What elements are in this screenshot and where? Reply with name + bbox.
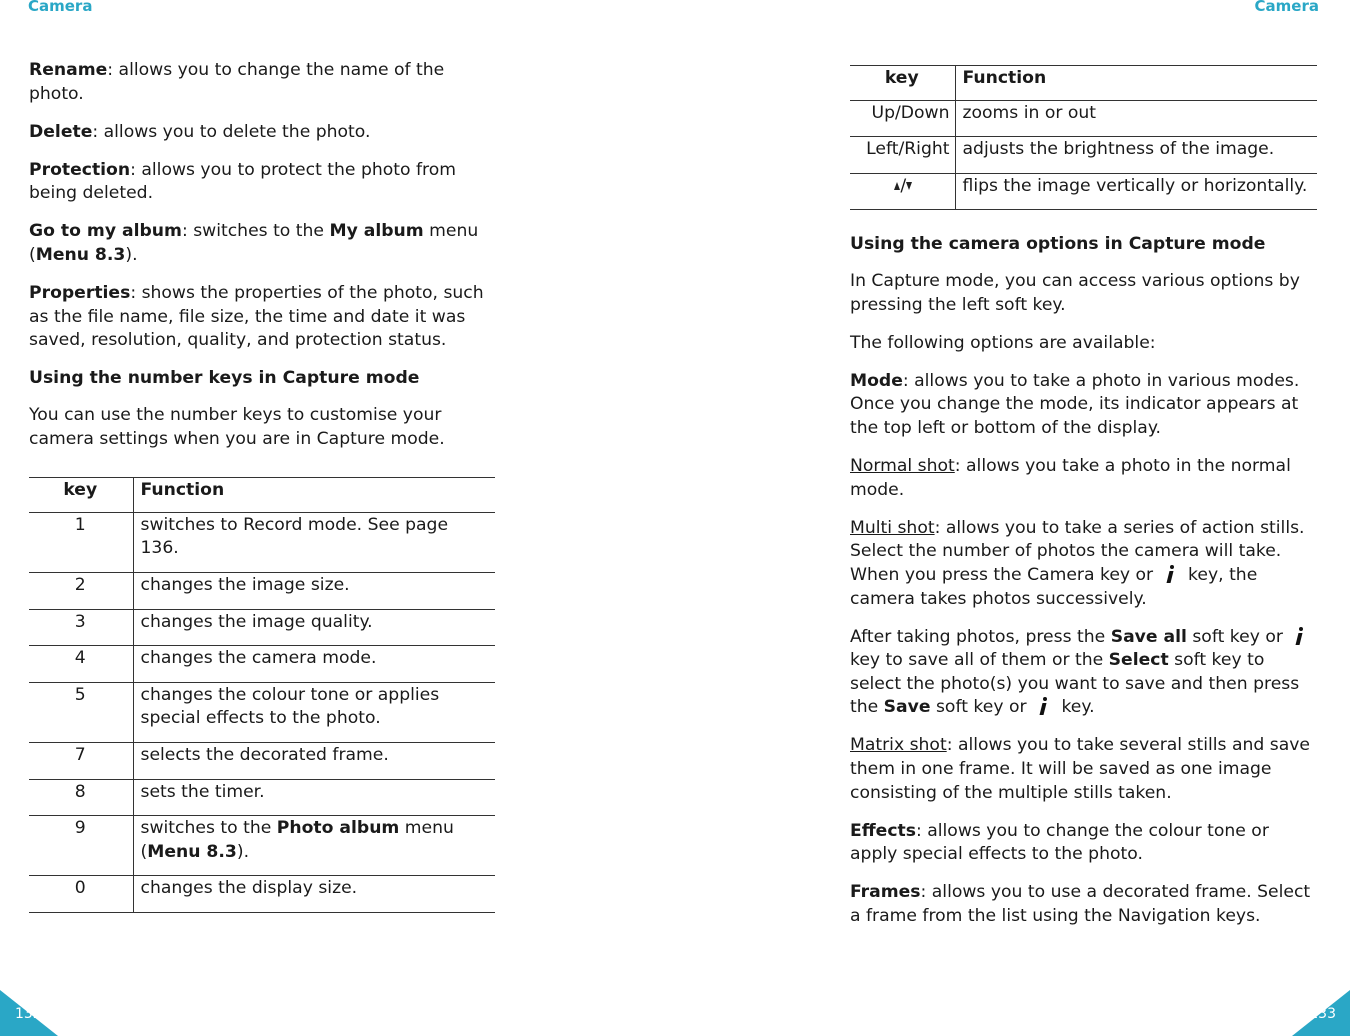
after-text3: key to save all of them or the — [850, 650, 1109, 671]
header-left: Camera — [28, 0, 93, 15]
table-header-row — [850, 66, 1317, 101]
multi-shot-paragraph — [850, 517, 1317, 611]
goto-bold2: Menu 8.3 — [35, 245, 126, 266]
number-keys-intro: You can use the number keys to customise your camera settings when you are in Capture mode. — [29, 405, 445, 449]
row-function: sets the timer. — [133, 779, 495, 816]
row-key: 9 — [29, 816, 133, 876]
row-function: changes the image size. — [133, 573, 495, 610]
row-function-bold2: Menu 8.3 — [147, 841, 237, 862]
row-function: changes the colour tone or applies special effects to the photo. — [133, 682, 495, 742]
table-row — [850, 137, 1317, 174]
right-page — [850, 65, 1317, 943]
row-function-pre: switches to the — [140, 818, 277, 839]
row-function: selects the decorated frame. — [133, 742, 495, 779]
row-key: 2 — [29, 573, 133, 610]
row-function: changes the camera mode. — [133, 646, 495, 683]
after-text1: After taking photos, press the — [850, 626, 1111, 647]
rename-term: Rename — [29, 60, 108, 80]
effects-text: : allows you to change the colour tone or apply special effects to the photo. — [850, 820, 1269, 865]
col-key-header: key — [850, 66, 955, 101]
table-row — [29, 646, 495, 683]
table-row — [29, 816, 495, 876]
key-separator: / — [900, 175, 907, 196]
normal-shot-paragraph — [850, 455, 1317, 502]
table-header-row — [29, 478, 495, 513]
row-key: 1 — [29, 512, 133, 572]
camera-options-heading: Using the camera options in Capture mode — [850, 234, 1266, 255]
delete-text: : allows you to delete the photo. — [92, 121, 371, 142]
frames-text: : allows you to use a decorated frame. Select a frame from the list using the Navigation keys. — [850, 882, 1311, 927]
after-text5: soft key or — [930, 697, 1032, 718]
left-page — [29, 59, 495, 913]
properties-term: Properties — [29, 283, 131, 304]
row-key: Up/Down — [850, 100, 955, 137]
number-keys-heading: Using the number keys in Capture mode — [29, 368, 420, 389]
row-function-post: ). — [236, 841, 250, 862]
protection-term: Protection — [29, 159, 131, 180]
table-row — [29, 573, 495, 610]
after-text2: soft key or — [1186, 626, 1289, 647]
save-all-label: Save all — [1110, 626, 1187, 647]
row-key: 3 — [29, 609, 133, 646]
row-function: adjusts the brightness of the image. — [955, 137, 1317, 174]
col-function-header: Function — [133, 478, 495, 513]
table-row — [29, 779, 495, 816]
table-row — [29, 682, 495, 742]
row-key: 5 — [29, 682, 133, 742]
row-function-mid: menu ( — [140, 818, 454, 862]
menu-key-icon — [1291, 626, 1309, 646]
table-row — [29, 742, 495, 779]
col-key-header: key — [29, 478, 133, 513]
table-row — [850, 173, 1317, 210]
goto-bold1: My album — [329, 221, 424, 242]
table-row — [29, 512, 495, 572]
mode-term: Mode — [850, 370, 903, 391]
multi-shot-text2: key, the camera takes photos successively. — [850, 564, 1258, 609]
properties-text: : shows the properties of the photo, such as the file name, file size, the time and date it was saved, resolution, quality, and protection status. — [29, 283, 484, 351]
header-right: Camera — [1254, 0, 1319, 15]
matrix-shot-term: Matrix shot — [850, 735, 947, 756]
multi-shot-term: Multi shot — [850, 517, 935, 538]
row-function: switches to Record mode. See page 136. — [133, 512, 495, 572]
row-key: 8 — [29, 779, 133, 816]
goto-text2: menu ( — [29, 221, 479, 266]
number-keys-table — [29, 477, 495, 913]
mode-text: : allows you to take a photo in various modes. Once you change the mode, its indicator appears at the top left or bottom of the display. — [850, 370, 1300, 438]
matrix-shot-text: : allows you to take several stills and save them in one frame. It will be saved as one image consisting of the multiple stills taken. — [850, 735, 1311, 803]
frames-paragraph — [850, 881, 1317, 928]
row-key: 4 — [29, 646, 133, 683]
select-label: Select — [1108, 650, 1169, 671]
frames-term: Frames — [850, 882, 921, 903]
row-function — [133, 816, 495, 876]
row-function: changes the image quality. — [133, 609, 495, 646]
after-text4: soft key to select the photo(s) you want to save and then press the — [850, 650, 1300, 718]
camera-options-intro: In Capture mode, you can access various options by pressing the left soft key. — [850, 270, 1300, 315]
effects-paragraph — [850, 820, 1317, 867]
row-function-bold1: Photo album — [276, 818, 400, 839]
matrix-shot-paragraph — [850, 734, 1317, 805]
after-text6: key. — [1056, 697, 1095, 718]
rename-text: : allows you to change the name of the photo. — [29, 60, 445, 104]
multi-shot-text1: : allows you to take a series of action stills. Select the number of photos the camera will take. When you press the Camera key or — [850, 517, 1305, 585]
goto-text1: : switches to the — [181, 221, 330, 242]
down-arrow-icon — [906, 182, 912, 190]
menu-key-icon — [1162, 564, 1180, 584]
normal-shot-term: Normal shot — [850, 456, 955, 477]
row-function: zooms in or out — [955, 100, 1317, 137]
page-number-left: 132 — [15, 1006, 42, 1023]
table-row — [29, 876, 495, 913]
row-key: Left/Right — [850, 137, 955, 174]
delete-term: Delete — [29, 121, 93, 142]
protection-text: : allows you to protect the photo from being deleted. — [29, 159, 456, 204]
menu-key-icon — [1035, 696, 1053, 716]
effects-term: Effects — [850, 820, 916, 841]
goto-term: Go to my album — [29, 221, 182, 242]
available-paragraph: The following options are available: — [850, 332, 1156, 353]
nav-keys-table — [850, 65, 1317, 210]
protection-paragraph — [29, 159, 495, 206]
row-key — [850, 173, 955, 210]
row-function: changes the display size. — [133, 876, 495, 913]
after-paragraph — [850, 626, 1317, 720]
row-key: 0 — [29, 876, 133, 913]
rename-paragraph — [29, 59, 495, 106]
normal-shot-text: : allows you take a photo in the normal mode. — [850, 456, 1291, 500]
properties-paragraph — [29, 282, 495, 353]
table-row — [850, 100, 1317, 137]
mode-paragraph — [850, 370, 1317, 441]
goto-paragraph — [29, 220, 495, 267]
save-label: Save — [883, 697, 931, 718]
table-row — [29, 609, 495, 646]
col-function-header: Function — [955, 66, 1317, 101]
page-number-right: 133 — [1309, 1006, 1336, 1023]
delete-paragraph — [29, 121, 495, 145]
row-key: 7 — [29, 742, 133, 779]
goto-text3: ). — [125, 245, 138, 266]
row-function: flips the image vertically or horizontally. — [955, 173, 1317, 210]
